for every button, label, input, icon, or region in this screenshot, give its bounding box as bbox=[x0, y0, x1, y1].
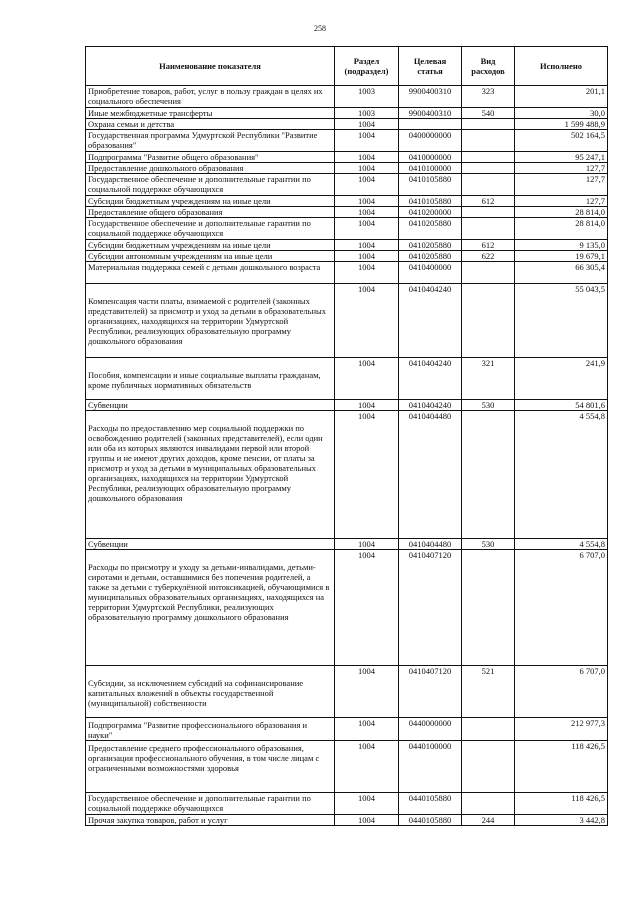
table-row bbox=[86, 666, 608, 718]
cell-value: 28 814,0 bbox=[515, 207, 608, 218]
cell-name: Пособия, компенсации и иные социальные выплаты гражданам, кроме публичных нормативных обязательств bbox=[86, 358, 335, 400]
cell-name: Компенсация части платы, взимаемой с родителей (законных представителей) за присмотр и уход за детьми в образовательных организациях, находящихся на территории Удмуртской Республики, реализующих образовательную программу дошкольного образования bbox=[86, 284, 335, 358]
page-number: 258 bbox=[314, 24, 326, 33]
cell-name: Подпрограмма "Развитие профессионального образования и науки" bbox=[86, 718, 335, 741]
cell-value: 127,7 bbox=[515, 196, 608, 207]
table-row bbox=[86, 251, 608, 262]
cell-target: 0410200000 bbox=[399, 207, 462, 218]
cell-target: 0400000000 bbox=[399, 130, 462, 152]
cell-name: Субвенции bbox=[86, 539, 335, 550]
cell-type bbox=[462, 218, 515, 240]
cell-section: 1004 bbox=[335, 284, 399, 358]
cell-section: 1004 bbox=[335, 666, 399, 718]
cell-value: 6 707,0 bbox=[515, 666, 608, 718]
table-row bbox=[86, 86, 608, 108]
header-target: Целевая статья bbox=[399, 47, 462, 86]
cell-target: 0410000000 bbox=[399, 152, 462, 163]
cell-value: 118 426,5 bbox=[515, 741, 608, 793]
cell-type bbox=[462, 411, 515, 539]
cell-value: 4 554,8 bbox=[515, 539, 608, 550]
cell-type bbox=[462, 718, 515, 741]
cell-type bbox=[462, 174, 515, 196]
cell-name: Субсидии бюджетным учреждениям на иные цели bbox=[86, 196, 335, 207]
cell-value: 54 801,6 bbox=[515, 400, 608, 411]
cell-type: 530 bbox=[462, 539, 515, 550]
table-row bbox=[86, 262, 608, 284]
cell-target: 0410400000 bbox=[399, 262, 462, 284]
cell-section: 1004 bbox=[335, 400, 399, 411]
cell-name: Предоставление общего образования bbox=[86, 207, 335, 218]
header-name: Наименование показателя bbox=[86, 47, 335, 86]
cell-section: 1003 bbox=[335, 86, 399, 108]
cell-name: Государственное обеспечение и дополнительные гарантии по социальной поддержке обучающихся bbox=[86, 218, 335, 240]
table-row bbox=[86, 358, 608, 400]
cell-value: 30,0 bbox=[515, 108, 608, 119]
cell-name: Субсидии бюджетным учреждениям на иные цели bbox=[86, 240, 335, 251]
table-row bbox=[86, 207, 608, 218]
table-row bbox=[86, 741, 608, 793]
cell-value: 1 599 488,9 bbox=[515, 119, 608, 130]
cell-section: 1004 bbox=[335, 718, 399, 741]
cell-type: 530 bbox=[462, 400, 515, 411]
cell-section: 1004 bbox=[335, 550, 399, 666]
cell-target: 0410404480 bbox=[399, 411, 462, 539]
table-header-row bbox=[86, 47, 608, 86]
cell-type bbox=[462, 284, 515, 358]
table-row bbox=[86, 174, 608, 196]
cell-name: Прочая закупка товаров, работ и услуг bbox=[86, 815, 335, 826]
cell-type bbox=[462, 793, 515, 815]
table-row bbox=[86, 218, 608, 240]
cell-target: 0410100000 bbox=[399, 163, 462, 174]
cell-name: Государственная программа Удмуртской Республики "Развитие образования" bbox=[86, 130, 335, 152]
table-body bbox=[86, 86, 608, 826]
cell-section: 1004 bbox=[335, 251, 399, 262]
table-row bbox=[86, 718, 608, 741]
cell-section: 1004 bbox=[335, 240, 399, 251]
cell-target: 0410404240 bbox=[399, 400, 462, 411]
cell-name: Иные межбюджетные трансферты bbox=[86, 108, 335, 119]
cell-name: Государственное обеспечение и дополнительные гарантии по социальной поддержке обучающихся bbox=[86, 174, 335, 196]
cell-target: 0440100000 bbox=[399, 741, 462, 793]
table-row bbox=[86, 815, 608, 826]
cell-type bbox=[462, 550, 515, 666]
cell-value: 95 247,1 bbox=[515, 152, 608, 163]
cell-section: 1004 bbox=[335, 262, 399, 284]
table-row bbox=[86, 196, 608, 207]
cell-value: 66 305,4 bbox=[515, 262, 608, 284]
cell-target: 9900400310 bbox=[399, 86, 462, 108]
cell-section: 1004 bbox=[335, 815, 399, 826]
cell-type: 521 bbox=[462, 666, 515, 718]
cell-value: 127,7 bbox=[515, 163, 608, 174]
table-row bbox=[86, 152, 608, 163]
cell-section: 1004 bbox=[335, 358, 399, 400]
cell-name: Расходы по присмотру и уходу за детьми-инвалидами, детьми-сиротами и детьми, оставшимися без попечения родителей, а также за детьми с туберкулёзной интоксикацией, обучающимися в муниципальных образовательных организациях, находящихся на территории Удмуртской Республики, реализующих образовательную программу дошкольного образования bbox=[86, 550, 335, 666]
cell-value: 118 426,5 bbox=[515, 793, 608, 815]
table-row bbox=[86, 284, 608, 358]
cell-target: 0410404240 bbox=[399, 284, 462, 358]
cell-type bbox=[462, 262, 515, 284]
table-row bbox=[86, 108, 608, 119]
cell-section: 1004 bbox=[335, 119, 399, 130]
cell-section: 1004 bbox=[335, 793, 399, 815]
cell-target: 0440105880 bbox=[399, 815, 462, 826]
cell-type bbox=[462, 207, 515, 218]
table-row bbox=[86, 130, 608, 152]
cell-target: 0410105880 bbox=[399, 196, 462, 207]
cell-value: 241,9 bbox=[515, 358, 608, 400]
cell-target: 0440105880 bbox=[399, 793, 462, 815]
table-row bbox=[86, 539, 608, 550]
cell-type: 323 bbox=[462, 86, 515, 108]
cell-type bbox=[462, 119, 515, 130]
cell-name: Субсидии автономным учреждениям на иные цели bbox=[86, 251, 335, 262]
cell-target: 0440000000 bbox=[399, 718, 462, 741]
cell-value: 127,7 bbox=[515, 174, 608, 196]
cell-type: 244 bbox=[462, 815, 515, 826]
header-type: Вид расходов bbox=[462, 47, 515, 86]
cell-value: 212 977,3 bbox=[515, 718, 608, 741]
cell-target: 0410205880 bbox=[399, 218, 462, 240]
cell-section: 1004 bbox=[335, 163, 399, 174]
table-row bbox=[86, 240, 608, 251]
cell-section: 1004 bbox=[335, 152, 399, 163]
cell-type: 540 bbox=[462, 108, 515, 119]
cell-value: 6 707,0 bbox=[515, 550, 608, 666]
cell-type bbox=[462, 130, 515, 152]
cell-section: 1004 bbox=[335, 741, 399, 793]
cell-value: 19 679,1 bbox=[515, 251, 608, 262]
table-row bbox=[86, 119, 608, 130]
cell-value: 201,1 bbox=[515, 86, 608, 108]
cell-section: 1003 bbox=[335, 108, 399, 119]
cell-target: 0410404480 bbox=[399, 539, 462, 550]
cell-target: 9900400310 bbox=[399, 108, 462, 119]
cell-target: 0410407120 bbox=[399, 666, 462, 718]
cell-value: 28 814,0 bbox=[515, 218, 608, 240]
cell-section: 1004 bbox=[335, 411, 399, 539]
cell-section: 1004 bbox=[335, 218, 399, 240]
cell-type bbox=[462, 152, 515, 163]
cell-type: 612 bbox=[462, 196, 515, 207]
cell-name: Субсидии, за исключением субсидий на софинансирование капитальных вложений в объекты государственной (муниципальной) собственности bbox=[86, 666, 335, 718]
table-row bbox=[86, 400, 608, 411]
cell-target: 0410205880 bbox=[399, 240, 462, 251]
cell-name: Расходы по предоставлению мер социальной поддержки по освобождению родителей (законных представителей), если один или оба из которых являются инвалидами первой или второй группы и не имеют других доходов, кроме пенсии, от платы за присмотр и уход за детьми в муниципальных образовательных организациях, находящихся на территории Удмуртской Республики, реализующих образовательную программу дошкольного образования bbox=[86, 411, 335, 539]
cell-section: 1004 bbox=[335, 207, 399, 218]
cell-section: 1004 bbox=[335, 539, 399, 550]
cell-name: Подпрограмма "Развитие общего образования" bbox=[86, 152, 335, 163]
cell-section: 1004 bbox=[335, 130, 399, 152]
cell-value: 502 164,5 bbox=[515, 130, 608, 152]
budget-execution-table bbox=[85, 46, 608, 826]
cell-name: Охрана семьи и детства bbox=[86, 119, 335, 130]
cell-type bbox=[462, 163, 515, 174]
cell-target: 0410105880 bbox=[399, 174, 462, 196]
cell-value: 4 554,8 bbox=[515, 411, 608, 539]
cell-target bbox=[399, 119, 462, 130]
cell-name: Предоставление среднего профессионального образования, организация профессионального обучения, в том числе лицам с ограниченными возможностями здоровья bbox=[86, 741, 335, 793]
cell-name: Приобретение товаров, работ, услуг в пользу граждан в целях их социального обеспечения bbox=[86, 86, 335, 108]
cell-name: Материальная поддержка семей с детьми дошкольного возраста bbox=[86, 262, 335, 284]
cell-value: 3 442,8 bbox=[515, 815, 608, 826]
cell-target: 0410205880 bbox=[399, 251, 462, 262]
cell-target: 0410404240 bbox=[399, 358, 462, 400]
cell-name: Субвенции bbox=[86, 400, 335, 411]
table-row bbox=[86, 411, 608, 539]
cell-section: 1004 bbox=[335, 174, 399, 196]
cell-type: 612 bbox=[462, 240, 515, 251]
cell-value: 9 135,0 bbox=[515, 240, 608, 251]
table-row bbox=[86, 550, 608, 666]
cell-type bbox=[462, 741, 515, 793]
cell-type: 622 bbox=[462, 251, 515, 262]
header-section: Раздел (подраздел) bbox=[335, 47, 399, 86]
cell-name: Предоставление дошкольного образования bbox=[86, 163, 335, 174]
cell-target: 0410407120 bbox=[399, 550, 462, 666]
cell-name: Государственное обеспечение и дополнительные гарантии по социальной поддержке обучающихся bbox=[86, 793, 335, 815]
cell-section: 1004 bbox=[335, 196, 399, 207]
table-row bbox=[86, 163, 608, 174]
cell-value: 55 043,5 bbox=[515, 284, 608, 358]
header-value: Исполнено bbox=[515, 47, 608, 86]
table-row bbox=[86, 793, 608, 815]
cell-type: 321 bbox=[462, 358, 515, 400]
